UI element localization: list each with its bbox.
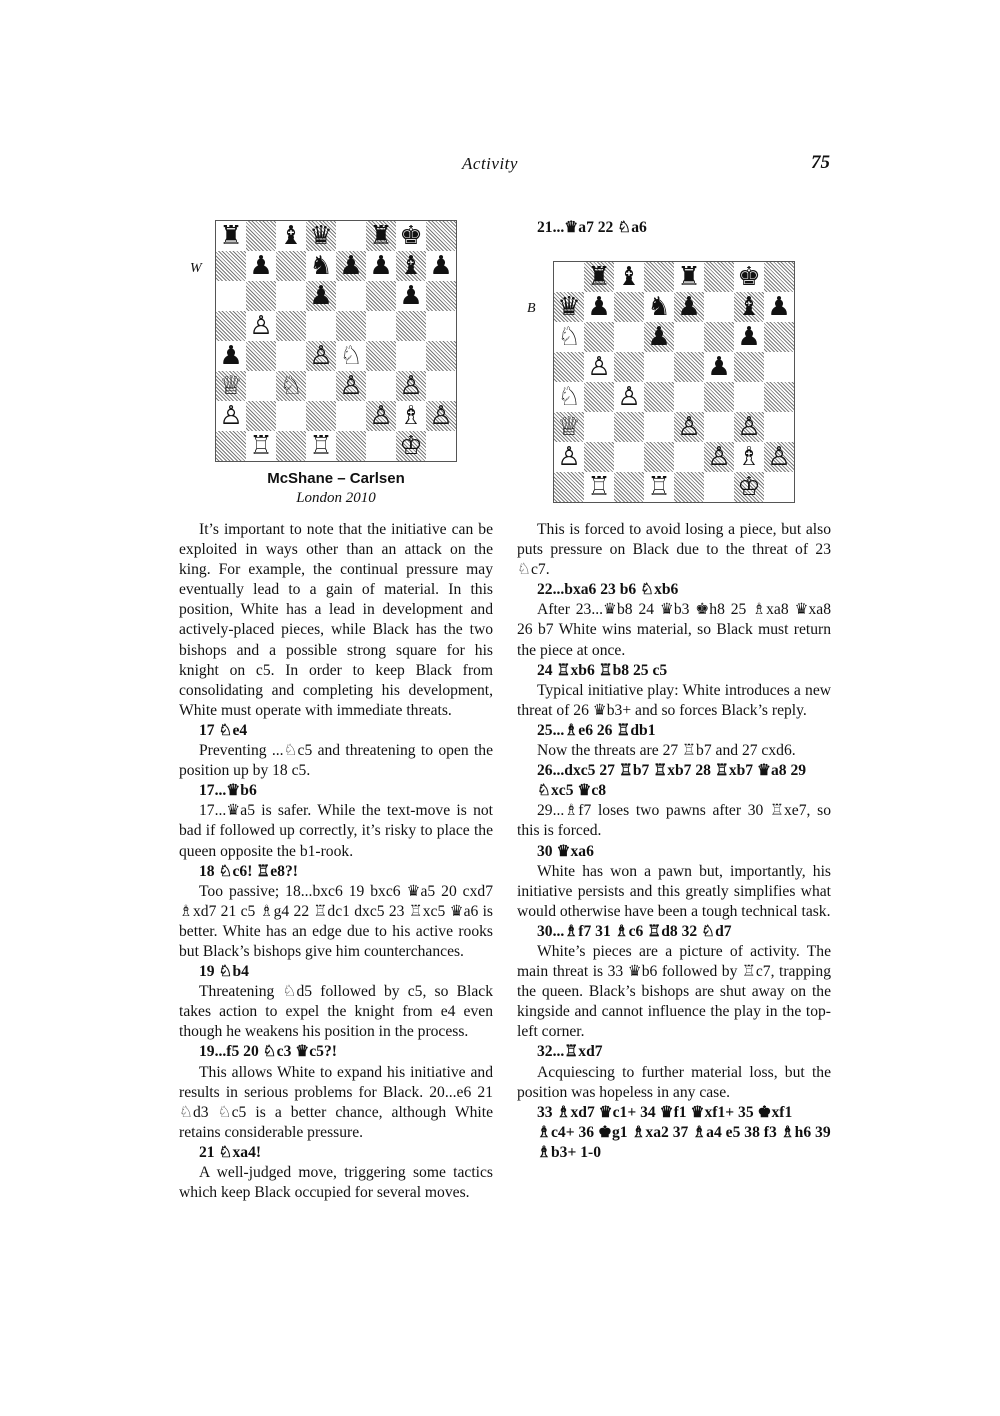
square-a3 <box>554 412 584 442</box>
square-f6 <box>366 281 396 311</box>
white-pawn-icon: ♙ <box>309 341 333 371</box>
square-h8 <box>764 262 794 292</box>
commentary-paragraph: Typical initiative play: White introduces a new threat of 26 ♛b3+ and so forces Black’s reply. <box>517 681 831 719</box>
white-bishop-icon: ♗ <box>737 442 761 472</box>
square-a3 <box>216 371 246 401</box>
white-pawn-icon: ♙ <box>399 371 423 401</box>
black-rook-icon: ♜ <box>587 262 611 292</box>
black-pawn-icon: ♟ <box>249 251 273 281</box>
commentary-paragraph: Now the threats are 27 ♖b7 and 27 cxd6. <box>537 742 796 760</box>
square-f8 <box>366 221 396 251</box>
square-c6 <box>614 322 644 352</box>
commentary-paragraph: 17...♛a5 is safer. While the text-move is not bad if followed up correctly, it’s risky to place the queen opposite the b1-rook. <box>179 802 493 860</box>
square-h5 <box>426 311 456 341</box>
move-line: 24 ♖xb6 ♖b8 25 c5 <box>537 661 668 679</box>
black-knight-icon: ♞ <box>309 251 333 281</box>
black-pawn-icon: ♟ <box>677 292 701 322</box>
white-king-icon: ♔ <box>737 472 761 502</box>
square-f4 <box>704 382 734 412</box>
square-a8 <box>554 262 584 292</box>
square-b7 <box>246 251 276 281</box>
square-e1 <box>336 431 366 461</box>
board-1-side-to-move: W <box>190 261 202 276</box>
square-e5 <box>336 311 366 341</box>
white-rook-icon: ♖ <box>587 472 611 502</box>
square-b5 <box>246 311 276 341</box>
square-h4 <box>426 341 456 371</box>
square-g4 <box>396 341 426 371</box>
square-e1 <box>674 472 704 502</box>
white-pawn-icon: ♙ <box>737 412 761 442</box>
white-pawn-icon: ♙ <box>677 412 701 442</box>
black-pawn-icon: ♟ <box>767 292 791 322</box>
commentary-paragraph: White has won a pawn but, importantly, his initiative persists and this greatly simplifies what would otherwise have been a tough technical task. <box>517 862 831 920</box>
commentary-paragraph: Acquiescing to further material loss, but the position was hopeless in any case. <box>517 1063 831 1101</box>
square-c3 <box>614 412 644 442</box>
square-b7 <box>584 292 614 322</box>
square-b4 <box>584 382 614 412</box>
move-line: 25...♗e6 26 ♖db1 <box>537 721 656 739</box>
square-b2 <box>584 442 614 472</box>
black-pawn-icon: ♟ <box>399 281 423 311</box>
white-pawn-icon: ♙ <box>249 311 273 341</box>
square-d6 <box>644 322 674 352</box>
black-king-icon: ♚ <box>737 262 761 292</box>
white-pawn-icon: ♙ <box>767 442 791 472</box>
square-h7 <box>764 292 794 322</box>
square-f3 <box>366 371 396 401</box>
square-g1 <box>396 431 426 461</box>
square-e4 <box>674 382 704 412</box>
square-d8 <box>306 221 336 251</box>
square-h2 <box>764 442 794 472</box>
square-b6 <box>584 322 614 352</box>
move-line: 19 ♘b4 <box>199 963 249 981</box>
square-h8 <box>426 221 456 251</box>
square-c8 <box>614 262 644 292</box>
commentary-paragraph: This is forced to avoid losing a piece, but also puts pressure on Black due to the threat of 23 ♘c7. <box>517 521 831 579</box>
square-e3 <box>674 412 704 442</box>
black-rook-icon: ♜ <box>677 262 701 292</box>
square-c7 <box>614 292 644 322</box>
square-e3 <box>336 371 366 401</box>
square-d7 <box>644 292 674 322</box>
square-h2 <box>426 401 456 431</box>
square-g6 <box>734 322 764 352</box>
square-h7 <box>426 251 456 281</box>
square-d8 <box>644 262 674 292</box>
square-c2 <box>614 442 644 472</box>
white-pawn-icon: ♙ <box>429 401 453 431</box>
square-d4 <box>306 341 336 371</box>
square-f1 <box>704 472 734 502</box>
diagram-1-title: McShane – Carlsen <box>267 470 405 487</box>
square-f4 <box>366 341 396 371</box>
commentary-paragraph: Threatening ♘d5 followed by c5, so Black takes action to expel the knight from e4 even though he weakens his position in the process. <box>179 983 493 1041</box>
chess-diagram-1 <box>215 220 457 462</box>
square-c7 <box>276 251 306 281</box>
square-f2 <box>704 442 734 472</box>
white-knight-icon: ♘ <box>557 322 581 352</box>
square-e6 <box>336 281 366 311</box>
square-b3 <box>584 412 614 442</box>
white-knight-icon: ♘ <box>279 371 303 401</box>
square-e2 <box>336 401 366 431</box>
black-queen-icon: ♛ <box>309 221 333 251</box>
move-line: 30 ♛xa6 <box>537 842 594 860</box>
square-d7 <box>306 251 336 281</box>
square-g5 <box>734 352 764 382</box>
move-line: 30...♗f7 31 ♗c6 ♖d8 32 ♘d7 <box>537 922 732 940</box>
square-h5 <box>764 352 794 382</box>
square-a2 <box>216 401 246 431</box>
white-rook-icon: ♖ <box>647 472 671 502</box>
square-c5 <box>614 352 644 382</box>
black-pawn-icon: ♟ <box>339 251 363 281</box>
square-g2 <box>734 442 764 472</box>
left-column <box>179 520 493 1203</box>
black-pawn-icon: ♟ <box>587 292 611 322</box>
white-queen-icon: ♕ <box>219 371 243 401</box>
commentary-paragraph: After 23...♛b8 24 ♛b3 ♚h8 25 ♗xa8 ♛xa8 26 b7 White wins material, so Black must return the piece at once. <box>517 601 831 659</box>
square-g7 <box>734 292 764 322</box>
square-c4 <box>614 382 644 412</box>
square-a4 <box>554 382 584 412</box>
square-e2 <box>674 442 704 472</box>
square-h6 <box>764 322 794 352</box>
black-pawn-icon: ♟ <box>707 352 731 382</box>
square-f5 <box>366 311 396 341</box>
square-h1 <box>426 431 456 461</box>
square-h3 <box>764 412 794 442</box>
square-a5 <box>554 352 584 382</box>
white-pawn-icon: ♙ <box>617 382 641 412</box>
commentary-paragraph: Preventing ...♘c5 and threatening to open the position up by 18 c5. <box>179 742 493 780</box>
commentary-paragraph: This allows White to expand his initiative and results in serious problems for Black. 20...e6 21 ♘d3 ♘c5 is a better chance, although White retains considerable pressure. <box>179 1063 493 1141</box>
square-e5 <box>674 352 704 382</box>
white-knight-icon: ♘ <box>339 341 363 371</box>
white-rook-icon: ♖ <box>309 431 333 461</box>
square-g8 <box>734 262 764 292</box>
black-bishop-icon: ♝ <box>399 251 423 281</box>
square-d5 <box>306 311 336 341</box>
square-f5 <box>704 352 734 382</box>
white-bishop-icon: ♗ <box>399 401 423 431</box>
diagram-1-subtitle: London 2010 <box>296 490 376 506</box>
square-f7 <box>366 251 396 281</box>
square-b4 <box>246 341 276 371</box>
page-number: 75 <box>811 152 830 173</box>
square-a6 <box>554 322 584 352</box>
square-a7 <box>216 251 246 281</box>
white-pawn-icon: ♙ <box>707 442 731 472</box>
diagram-2-heading: 21...♛a7 22 ♘a6 <box>537 219 647 236</box>
move-line: 32...♖xd7 <box>537 1043 603 1061</box>
square-d1 <box>306 431 336 461</box>
white-rook-icon: ♖ <box>249 431 273 461</box>
black-king-icon: ♚ <box>399 221 423 251</box>
square-h1 <box>764 472 794 502</box>
square-a7 <box>554 292 584 322</box>
square-e8 <box>674 262 704 292</box>
black-pawn-icon: ♟ <box>369 251 393 281</box>
square-f8 <box>704 262 734 292</box>
black-pawn-icon: ♟ <box>309 281 333 311</box>
square-c1 <box>276 431 306 461</box>
square-b2 <box>246 401 276 431</box>
white-pawn-icon: ♙ <box>587 352 611 382</box>
square-a8 <box>216 221 246 251</box>
square-b1 <box>584 472 614 502</box>
square-f1 <box>366 431 396 461</box>
white-knight-icon: ♘ <box>557 382 581 412</box>
square-d1 <box>644 472 674 502</box>
square-d2 <box>306 401 336 431</box>
square-e7 <box>674 292 704 322</box>
square-b1 <box>246 431 276 461</box>
square-b3 <box>246 371 276 401</box>
move-line: 22...bxa6 23 b6 ♘xb6 <box>537 581 679 599</box>
square-h3 <box>426 371 456 401</box>
square-g1 <box>734 472 764 502</box>
square-d3 <box>644 412 674 442</box>
square-a1 <box>554 472 584 502</box>
square-a1 <box>216 431 246 461</box>
square-e7 <box>336 251 366 281</box>
black-rook-icon: ♜ <box>219 221 243 251</box>
square-c5 <box>276 311 306 341</box>
square-d5 <box>644 352 674 382</box>
square-c4 <box>276 341 306 371</box>
square-d2 <box>644 442 674 472</box>
white-pawn-icon: ♙ <box>339 371 363 401</box>
commentary-paragraph: Too passive; 18...bxc6 19 bxc6 ♛a5 20 cxd7 ♗xd7 21 c5 ♗g4 22 ♖dc1 dxc5 23 ♖xc5 ♛a6 is better. White has an edge due to his active rooks but Black’s bishops give him counterchances. <box>179 882 493 960</box>
board-2-side-to-move: B <box>527 301 536 316</box>
commentary-paragraph: It’s important to note that the initiative can be exploited in ways other than an attack on the king. For example, the continual pressure may eventually lead to a gain of material. In this position, White has a lead in development and actively-placed pieces, while Black has the two bishops and a possible strong square for his knight on c5. In order to keep Black from consolidating and completing his development, White must operate with immediate threats. <box>179 521 493 719</box>
square-c1 <box>614 472 644 502</box>
chess-diagram-2 <box>553 261 795 503</box>
square-c8 <box>276 221 306 251</box>
square-d4 <box>644 382 674 412</box>
move-line: 18 ♘c6! ♖e8?! <box>199 862 298 880</box>
square-a6 <box>216 281 246 311</box>
commentary-paragraph: White’s pieces are a picture of activity. The main threat is 33 ♛b6 followed by ♖c7, trapping the queen. Black’s bishops are shut away on the kingside and cannot influence the play in the top-left corner. <box>517 942 831 1041</box>
square-c2 <box>276 401 306 431</box>
square-g8 <box>396 221 426 251</box>
square-g2 <box>396 401 426 431</box>
move-line: 26...dxc5 27 ♖b7 ♖xb7 28 ♖xb7 ♛a8 29 ♘xc5 ♛c8 <box>537 762 807 800</box>
commentary-paragraph: A well-judged move, triggering some tactics which keep Black occupied for several moves. <box>179 1164 493 1202</box>
square-c6 <box>276 281 306 311</box>
square-g5 <box>396 311 426 341</box>
square-h6 <box>426 281 456 311</box>
white-king-icon: ♔ <box>399 431 423 461</box>
black-queen-icon: ♛ <box>557 292 581 322</box>
square-a4 <box>216 341 246 371</box>
black-bishop-icon: ♝ <box>279 221 303 251</box>
square-f2 <box>366 401 396 431</box>
square-e8 <box>336 221 366 251</box>
move-line: 17...♛b6 <box>199 782 257 800</box>
white-queen-icon: ♕ <box>557 412 581 442</box>
square-f6 <box>704 322 734 352</box>
square-a5 <box>216 311 246 341</box>
square-g6 <box>396 281 426 311</box>
move-line: 17 ♘e4 <box>199 721 248 739</box>
square-f7 <box>704 292 734 322</box>
right-column <box>517 520 831 1163</box>
black-pawn-icon: ♟ <box>737 322 761 352</box>
black-bishop-icon: ♝ <box>617 262 641 292</box>
square-d3 <box>306 371 336 401</box>
square-e4 <box>336 341 366 371</box>
black-pawn-icon: ♟ <box>219 341 243 371</box>
square-e6 <box>674 322 704 352</box>
square-d6 <box>306 281 336 311</box>
square-g3 <box>396 371 426 401</box>
square-g7 <box>396 251 426 281</box>
square-f3 <box>704 412 734 442</box>
running-head: Activity <box>462 154 518 173</box>
square-c3 <box>276 371 306 401</box>
black-pawn-icon: ♟ <box>647 322 671 352</box>
move-line: 19...f5 20 ♘c3 ♛c5?! <box>199 1043 337 1061</box>
square-b8 <box>584 262 614 292</box>
white-pawn-icon: ♙ <box>219 401 243 431</box>
black-rook-icon: ♜ <box>369 221 393 251</box>
square-b8 <box>246 221 276 251</box>
black-knight-icon: ♞ <box>647 292 671 322</box>
black-pawn-icon: ♟ <box>429 251 453 281</box>
commentary-paragraph: 29...♗f7 loses two pawns after 30 ♖xe7, so this is forced. <box>517 802 831 840</box>
square-g4 <box>734 382 764 412</box>
white-pawn-icon: ♙ <box>557 442 581 472</box>
square-a2 <box>554 442 584 472</box>
square-g3 <box>734 412 764 442</box>
square-b5 <box>584 352 614 382</box>
white-pawn-icon: ♙ <box>369 401 393 431</box>
move-line: 21 ♘xa4! <box>199 1143 262 1161</box>
move-line: 33 ♗xd7 ♛c1+ 34 ♛f1 ♛xf1+ 35 ♚xf1 ♗c4+ 36 ♚g1 ♗xa2 37 ♗a4 e5 38 f3 ♗h6 39 ♗b3+ 1-0 <box>537 1103 831 1161</box>
black-bishop-icon: ♝ <box>737 292 761 322</box>
square-h4 <box>764 382 794 412</box>
square-b6 <box>246 281 276 311</box>
